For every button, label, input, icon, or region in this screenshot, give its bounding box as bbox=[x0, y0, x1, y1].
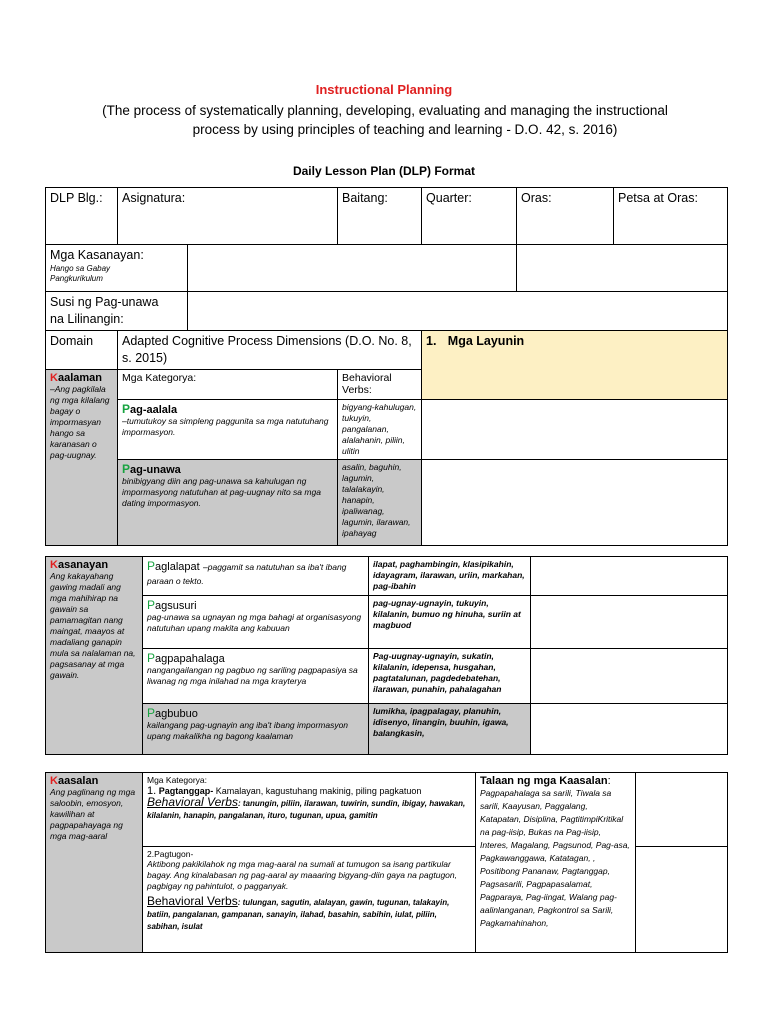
pag-unawa-desc: binibigyang diin ang pag-unawa sa kahulugan ng impormasyong natutuhan at pag-uugnay nito sa mga dating impormasyon. bbox=[122, 476, 321, 508]
pagtanggap-label: Pagtanggap- bbox=[158, 786, 214, 796]
pag-unawa-label: ag-unawa bbox=[130, 464, 181, 476]
pagbubuo-desc: kailangang pag-ugnayin ang iba't ibang impormasyon upang makalikha ng bagong kaalaman bbox=[147, 720, 349, 741]
kaalaman-cell bbox=[46, 370, 118, 546]
kaasalan-first-letter: K bbox=[50, 775, 58, 787]
pag-unawa-cell bbox=[118, 460, 338, 546]
pagpapahalaga-layunin[interactable] bbox=[531, 649, 728, 704]
pagtanggap-cell bbox=[143, 773, 476, 847]
page-subtitle bbox=[90, 101, 680, 139]
behavioral-verbs-header: Behavioral Verbs: bbox=[338, 370, 422, 400]
kasanayan-input-2[interactable] bbox=[517, 245, 728, 292]
kaasalan-desc: Ang paglinang ng mga saloobin, emosyon, kawilihan at pagpapahayaga ng mga mag-aaral bbox=[50, 787, 136, 841]
kaasalan-category-cell bbox=[46, 773, 143, 953]
pagtanggap-number: 1. bbox=[147, 785, 157, 797]
gabay-note-1: Hango sa Gabay bbox=[50, 264, 111, 273]
mga-layunin-cell[interactable] bbox=[422, 331, 728, 400]
pagpapahalaga-letter: P bbox=[147, 651, 156, 665]
pag-aalala-verbs: bigyang-kahulugan, tukuyin, pangalanan, alalahanin, piliin, ulitin bbox=[338, 400, 422, 460]
pagtugon-verbs: : tulungan, sagutin, alalayan, gawin, tugunan, talakayin, batiin, pangalanan, gampanan, sanayin, ilahad, basahin, sabihin, iulat, piliin, sabihan, isulat bbox=[147, 898, 450, 931]
susi-input[interactable] bbox=[188, 292, 728, 331]
talaan-colon: : bbox=[607, 775, 611, 787]
baitang-cell[interactable]: Baitang: bbox=[338, 188, 422, 245]
pagtugon-layunin[interactable] bbox=[636, 847, 728, 953]
dlp-main-table bbox=[45, 187, 728, 546]
petsa-cell[interactable]: Petsa at Oras: bbox=[614, 188, 728, 245]
mga-kategorya-header: Mga Kategorya: bbox=[118, 370, 338, 400]
pagtanggap-row bbox=[46, 773, 728, 847]
behavioral-verbs-label-1: Behavioral Verbs bbox=[147, 795, 238, 809]
kaalaman-desc: –Ang pagkilala ng mga kilalang bagay o impormasyan hango sa karanasan o pag-uugnay. bbox=[50, 384, 110, 460]
pagsusuri-desc: pag-unawa sa ugnayan ng mga bahagi at organisasyong natutuhan upang makita ang kabuuan bbox=[147, 612, 362, 633]
pagsusuri-cell bbox=[143, 596, 369, 649]
oras-cell[interactable]: Oras: bbox=[517, 188, 614, 245]
paglalapat-label: aglalapat bbox=[155, 561, 200, 573]
pagsusuri-label: agsusuri bbox=[155, 600, 197, 612]
kaasalan-category-label: aasalan bbox=[57, 775, 99, 787]
pagtugon-desc: Aktibong pakikilahok ng mga mag-aaral na sumali at tumugon sa isang partikular bagay. Ang kinalabasan ng pag-aaral ay maaaring bigyang-diin gaya na pagtugon, pagbigay ng pahintulot, o pagganyak. bbox=[147, 859, 458, 891]
kaalaman-first-letter: K bbox=[50, 372, 58, 384]
kaasalan-kategorya-header: Mga Kategorya: bbox=[147, 775, 208, 785]
kaasalan-table bbox=[45, 772, 728, 953]
pag-aalala-desc: –tumutukoy sa simpleng paggunita sa mga natutuhang impormasyon. bbox=[122, 416, 329, 437]
pag-aalala-label: ag-aalala bbox=[130, 404, 178, 416]
dlp-format-title: Daily Lesson Plan (DLP) Format bbox=[292, 164, 476, 178]
kasanayan-category-cell bbox=[46, 557, 143, 755]
page-title: Instructional Planning bbox=[315, 82, 453, 97]
pagpapahalaga-cell bbox=[143, 649, 369, 704]
dlp-top-row bbox=[46, 188, 728, 245]
kasanayan-category-label: asanayan bbox=[57, 559, 109, 571]
paglalapat-verbs: ilapat, paghambingin, klasipikahin, idayagram, ilarawan, uriin, markahan, pag-ibahin bbox=[369, 557, 531, 596]
paglalapat-desc: –paggamit sa natutuhan sa iba't ibang paraan o tekto. bbox=[147, 562, 347, 586]
susi-row bbox=[46, 292, 728, 331]
kasanayan-first-letter: K bbox=[50, 559, 58, 571]
quarter-cell[interactable]: Quarter: bbox=[422, 188, 517, 245]
pagsusuri-row bbox=[46, 596, 728, 649]
pagpapahalaga-label: agpapahalaga bbox=[155, 653, 225, 665]
dlp-number-cell[interactable]: DLP Blg.: bbox=[46, 188, 118, 245]
pagsusuri-layunin[interactable] bbox=[531, 596, 728, 649]
kasanayan-row bbox=[46, 245, 728, 292]
paglalapat-letter: P bbox=[147, 559, 156, 573]
pagbubuo-layunin[interactable] bbox=[531, 704, 728, 755]
mga-kasanayan-label bbox=[46, 245, 188, 292]
pagpapahalaga-verbs: Pag-uugnay-ugnayin, sukatin, kilalanin, idepensa, husgahan, pagtatalunan, pagdedebatehan, ilarawan, punahin, pahalagahan bbox=[369, 649, 531, 704]
kaalaman-label: aalaman bbox=[57, 372, 102, 384]
pagtanggap-layunin[interactable] bbox=[636, 773, 728, 847]
layunin-label: Mga Layunin bbox=[447, 334, 525, 348]
asignatura-cell[interactable]: Asignatura: bbox=[118, 188, 338, 245]
pag-unawa-layunin[interactable] bbox=[422, 460, 728, 546]
layunin-number: 1. bbox=[426, 334, 437, 348]
susi-label bbox=[46, 292, 188, 331]
susi-line-1: Susi ng Pag-unawa bbox=[50, 295, 159, 309]
kasanayan-table bbox=[45, 556, 728, 755]
pagpapahalaga-row bbox=[46, 649, 728, 704]
pag-unawa-row bbox=[46, 460, 728, 546]
pagbubuo-cell bbox=[143, 704, 369, 755]
mga-kasanayan-text: Mga Kasanayan: bbox=[50, 248, 144, 262]
adapted-cognitive-label: Adapted Cognitive Process Dimensions (D.O. No. 8, s. 2015) bbox=[118, 331, 422, 370]
talaan-title: Talaan ng mga Kaasalan bbox=[480, 775, 608, 787]
pag-aalala-letter: P bbox=[122, 402, 131, 416]
kasanayan-input-1[interactable] bbox=[188, 245, 517, 292]
pag-aalala-layunin[interactable] bbox=[422, 400, 728, 460]
pag-aalala-cell bbox=[118, 400, 338, 460]
domain-label: Domain bbox=[46, 331, 118, 370]
talaan-cell bbox=[476, 773, 636, 953]
kasanayan-desc: Ang kakayahang gawing madali ang mga mahihirap na gawain sa pamamagitan nang maingat, maayos at madaliang ganapin mula sa nalalaman na, pagsasanay at mga gawain. bbox=[50, 571, 136, 680]
pagsusuri-letter: P bbox=[147, 598, 156, 612]
pagbubuo-letter: P bbox=[147, 706, 156, 720]
pagbubuo-label: agbubuo bbox=[155, 708, 198, 720]
pagtugon-cell bbox=[143, 847, 476, 953]
domain-row bbox=[46, 331, 728, 370]
pagbubuo-row bbox=[46, 704, 728, 755]
pag-unawa-verbs: asalin, baguhin, lagumin, talalakayin, hanapin, ipaliwanag, lagumin, ilarawan, ipahayag bbox=[338, 460, 422, 546]
paglalapat-row bbox=[46, 557, 728, 596]
pag-unawa-letter: P bbox=[122, 462, 131, 476]
paglalapat-layunin[interactable] bbox=[531, 557, 728, 596]
behavioral-verbs-label-2: Behavioral Verbs bbox=[147, 894, 238, 908]
pagsusuri-verbs: pag-ugnay-ugnayin, tukuyin, kilalanin, bumuo ng hinuha, suriin at magbuod bbox=[369, 596, 531, 649]
susi-line-2: na Lilinangin: bbox=[50, 312, 124, 326]
gabay-note-2: Pangkurikulum bbox=[50, 274, 103, 283]
pagbubuo-verbs: lumikha, ipagpalagay, planuhin, idisenyo, linangin, buuhin, igawa, balangkasin, bbox=[369, 704, 531, 755]
paglalapat-cell bbox=[143, 557, 369, 596]
talaan-list: Pagpapahalaga sa sarili, Tiwala sa sarili, Kaayusan, Paggalang, Katapatan, Disiplina, PagtitimpiKritikal na pag-iisip, Bukas na Pag-iisip, Interes, Magalang, Pagsunod, Pag-asa, Pagkawanggawa, Katatagan, , Positibong Pananaw, Pagtanggap, Pagsasarili, Pagpapasalamat, Pagparaya, Pag-iingat, Walang pag-aalinlanganan, Pagkontrol sa Sarili, Pagkamahinahon, bbox=[480, 788, 630, 928]
pag-aalala-row bbox=[46, 400, 728, 460]
subtitle-line-2: process by using principles of teaching and learning - D.O. 42, s. 2016) bbox=[192, 122, 618, 137]
pagtanggap-verbs: : tanungin, piliin, ilarawan, tuwirin, sundin, ibigay, hawakan, kilalanin, hanapin, pangalanan, ituro, tugunan, upua, gamitin bbox=[147, 799, 466, 820]
subtitle-line-1: (The process of systematically planning, developing, evaluating and managing the instructional bbox=[102, 103, 668, 118]
pagtanggap-desc: Kamalayan, kagustuhang makinig, piling pagkatuon bbox=[213, 786, 422, 796]
pagpapahalaga-desc: nangangailangan ng pagbuo ng sariling pagpapasiya sa liwanag ng mga inilahad na mga krayterya bbox=[147, 665, 358, 686]
pagtugon-label: 2.Pagtugon- bbox=[147, 849, 194, 859]
